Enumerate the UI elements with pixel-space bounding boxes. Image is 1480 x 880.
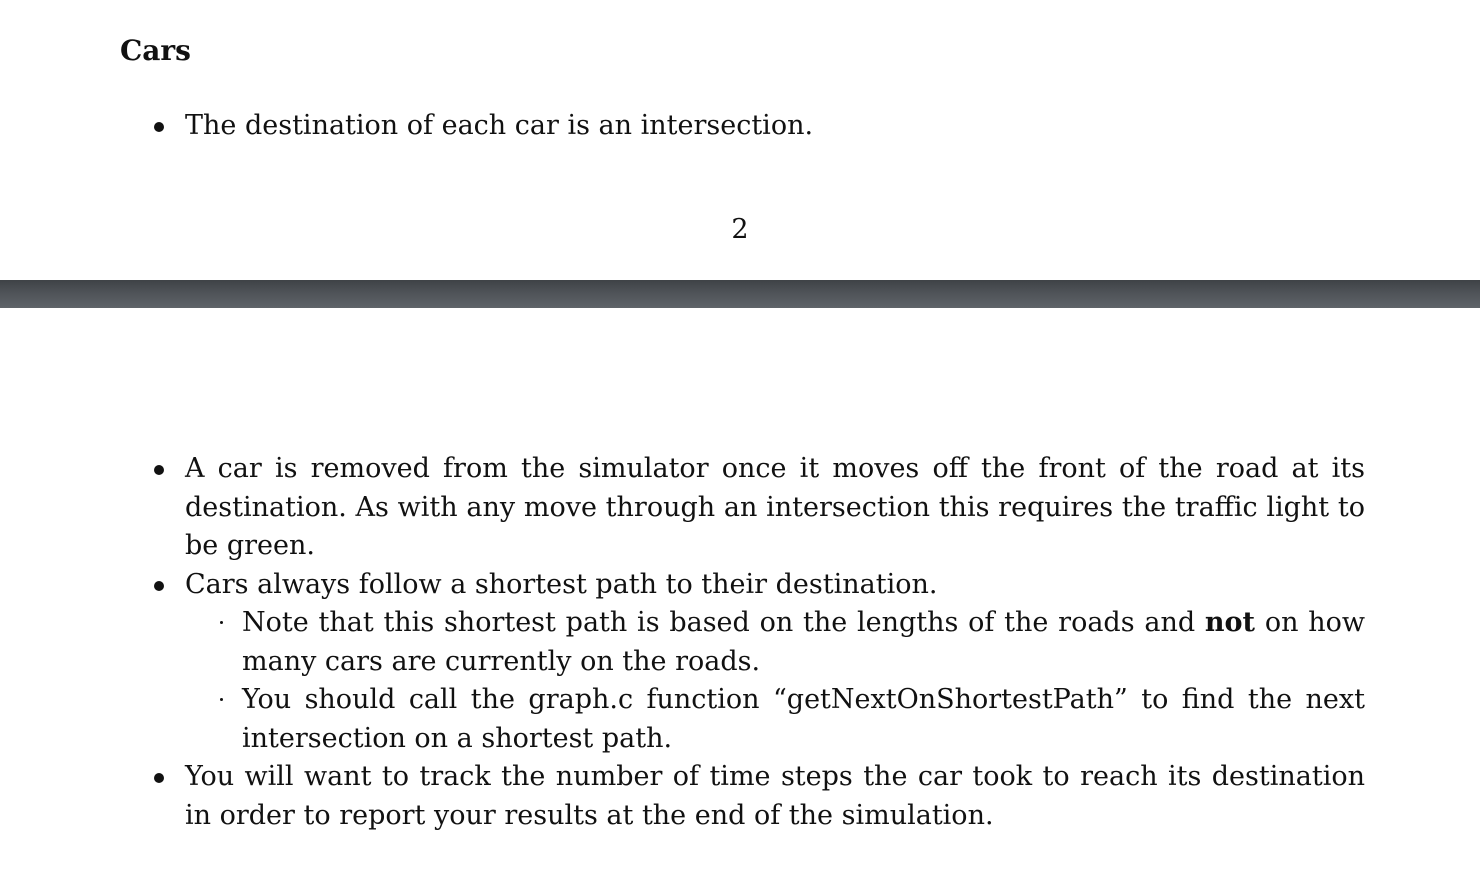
sub-bullet-list [185,604,1365,758]
list-item-text: A car is removed from the simulator once it moves off the front of the road at its [185,453,1365,484]
bullet-marker [154,122,164,132]
list-item-text: be green. [185,530,315,561]
list-item [185,450,1365,566]
list-item [185,758,1365,835]
sub-list-item-text: Note that this shortest path is based on the lengths of the roads and [242,607,1196,638]
section-heading: Cars [120,34,191,67]
sub-list-item-text: on how [1264,607,1365,638]
bullet-marker [154,581,164,591]
document-page-top [0,0,1480,280]
sub-bullet-marker [220,621,223,624]
sub-list-item-text: many cars are currently on the roads. [242,645,761,677]
sub-list-item [242,681,1365,758]
list-item-text: Cars always follow a shortest path to their destination. [185,568,938,600]
sub-list-item [242,604,1365,681]
sub-bullet-marker [220,698,223,701]
bullet-marker [154,773,164,783]
list-item-text: destination. As with any move through an intersection this requires the traffic light to [185,491,1365,523]
bullet-list [185,107,1365,146]
page-number: 2 [731,214,749,245]
list-item-text: You will want to track the number of time steps the car took to reach its destination [185,761,1365,792]
list-item [185,566,1365,759]
sub-list-item-text: intersection on a shortest path. [242,722,673,754]
bullet-list [185,450,1365,835]
sub-list-item-line [242,604,1365,643]
list-item-text: The destination of each car is an intersection. [185,110,814,141]
list-item-text: in order to report your results at the end of the simulation. [185,799,994,831]
bullet-marker [154,465,164,475]
page-separator [0,280,1480,308]
list-item [185,107,1365,146]
emphasis-text: not [1204,607,1256,638]
sub-list-item-text: You should call the graph.c function “getNextOnShortestPath” to find the next [242,684,1365,715]
